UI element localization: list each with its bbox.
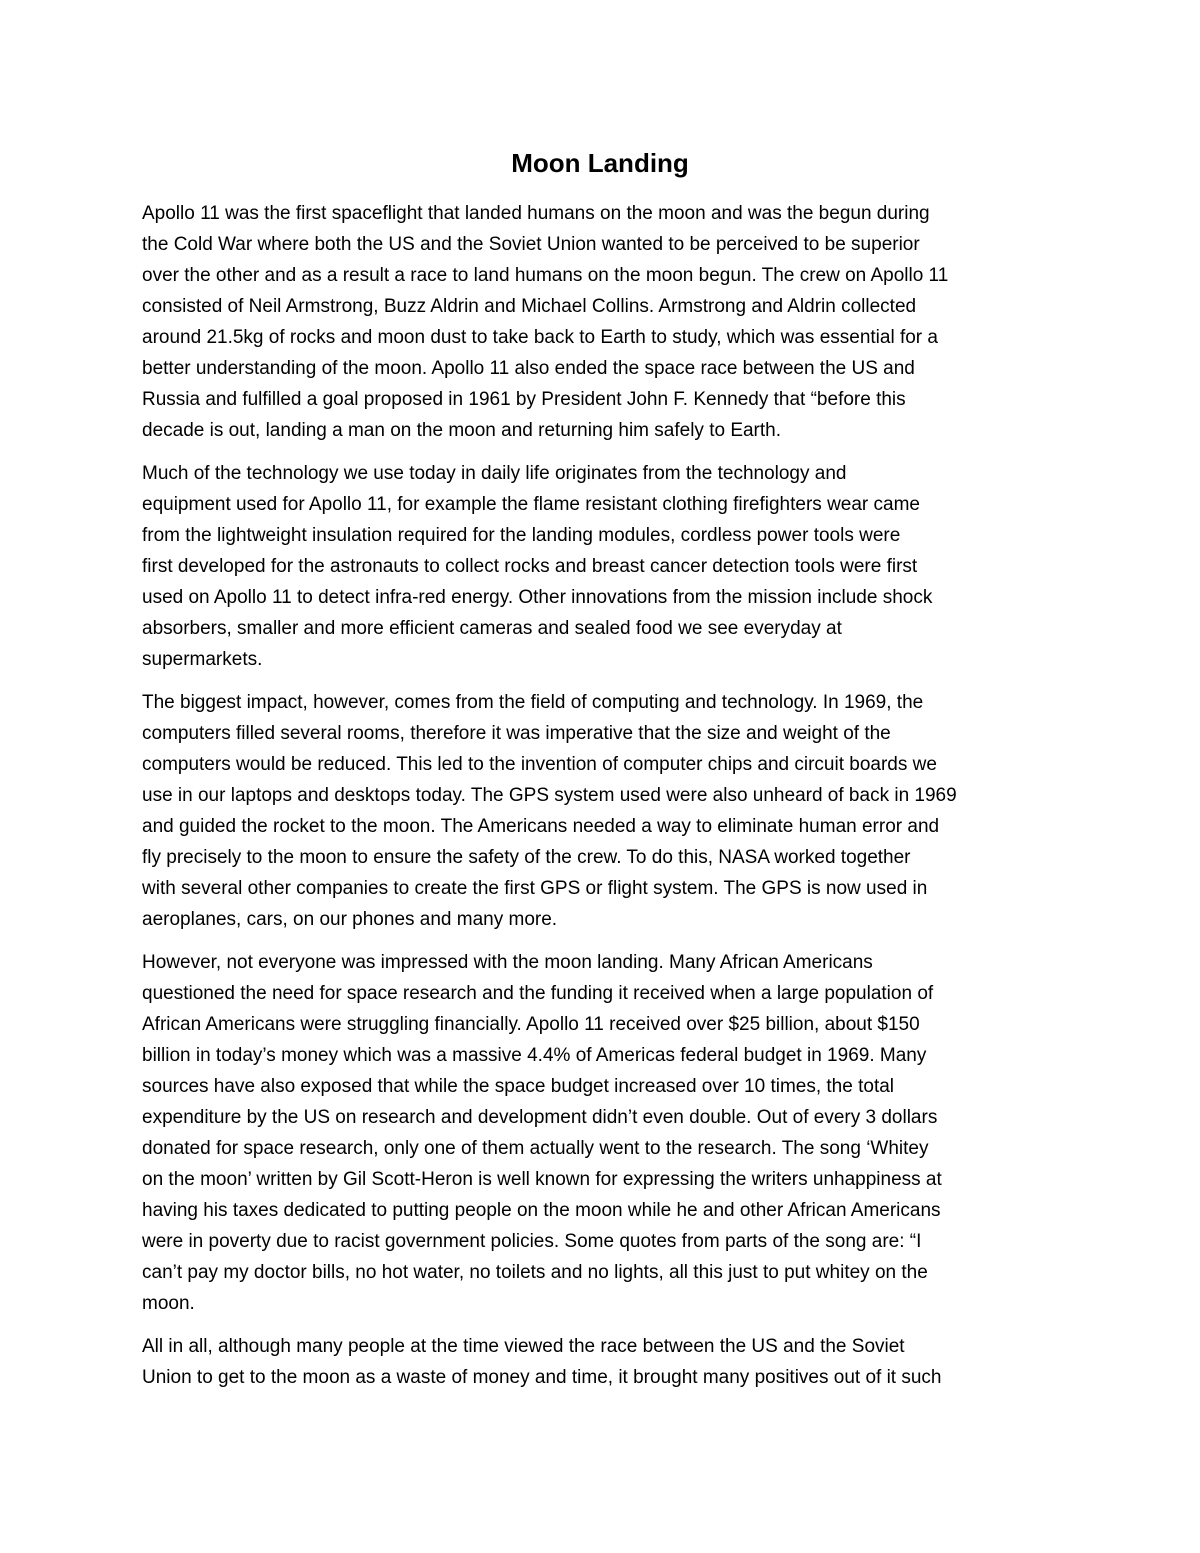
paragraph-gap: [142, 1319, 1060, 1331]
text-line: Apollo 11 was the first spaceflight that landed humans on the moon and was the begun during: [142, 203, 930, 224]
text-line: questioned the need for space research and the funding it received when a large population of: [142, 983, 934, 1004]
paragraph: [142, 458, 1060, 675]
text-line: absorbers, smaller and more efficient cameras and sealed food we see everyday at: [142, 618, 842, 639]
text-line: having his taxes dedicated to putting people on the moon while he and other African Americans: [142, 1200, 941, 1221]
text-line: use in our laptops and desktops today. The GPS system used were also unheard of back in 1969: [142, 785, 957, 806]
paragraph: [142, 947, 1060, 1319]
text-line: better understanding of the moon. Apollo 11 also ended the space race between the US and: [142, 358, 915, 379]
document-body: [142, 198, 1060, 1393]
text-line: and guided the rocket to the moon. The Americans needed a way to eliminate human error and: [142, 816, 940, 837]
text-line: the Cold War where both the US and the Soviet Union wanted to be perceived to be superior: [142, 234, 920, 255]
text-line: Russia and fulfilled a goal proposed in 1961 by President John F. Kennedy that “before this: [142, 389, 906, 410]
text-line: All in all, although many people at the time viewed the race between the US and the Soviet: [142, 1336, 905, 1357]
text-line: consisted of Neil Armstrong, Buzz Aldrin and Michael Collins. Armstrong and Aldrin collected: [142, 296, 917, 317]
text-line: were in poverty due to racist government policies. Some quotes from parts of the song are: “I: [142, 1231, 922, 1252]
text-line: billion in today’s money which was a massive 4.4% of Americas federal budget in 1969. Many: [142, 1045, 927, 1066]
text-line: African Americans were struggling financially. Apollo 11 received over $25 billion, about $150: [142, 1014, 920, 1035]
text-line: moon.: [142, 1293, 195, 1314]
text-line: expenditure by the US on research and development didn’t even double. Out of every 3 dollars: [142, 1107, 938, 1128]
text-line: computers would be reduced. This led to the invention of computer chips and circuit boards we: [142, 754, 937, 775]
text-line: with several other companies to create the first GPS or flight system. The GPS is now used in: [142, 878, 928, 899]
text-line: donated for space research, only one of them actually went to the research. The song ‘Whitey: [142, 1138, 929, 1159]
paragraph-gap: [142, 675, 1060, 687]
text-line: decade is out, landing a man on the moon and returning him safely to Earth.: [142, 420, 782, 441]
text-line: used on Apollo 11 to detect infra-red energy. Other innovations from the mission include shock: [142, 587, 933, 608]
text-line: can’t pay my doctor bills, no hot water, no toilets and no lights, all this just to put whitey on the: [142, 1262, 928, 1283]
text-line: computers filled several rooms, therefore it was imperative that the size and weight of the: [142, 723, 891, 744]
text-line: supermarkets.: [142, 649, 263, 670]
text-line: However, not everyone was impressed with the moon landing. Many African Americans: [142, 952, 873, 973]
paragraph-gap: [142, 446, 1060, 458]
paragraph: [142, 687, 1060, 935]
text-line: Much of the technology we use today in daily life originates from the technology and: [142, 463, 847, 484]
paragraph: [142, 1331, 1060, 1393]
text-line: Union to get to the moon as a waste of money and time, it brought many positives out of it such: [142, 1367, 942, 1388]
text-line: over the other and as a result a race to land humans on the moon begun. The crew on Apollo 11: [142, 265, 949, 286]
paragraph-gap: [142, 935, 1060, 947]
text-line: The biggest impact, however, comes from the field of computing and technology. In 1969, the: [142, 692, 924, 713]
text-line: around 21.5kg of rocks and moon dust to take back to Earth to study, which was essential for a: [142, 327, 938, 348]
text-line: from the lightweight insulation required for the landing modules, cordless power tools were: [142, 525, 901, 546]
text-line: equipment used for Apollo 11, for example the flame resistant clothing firefighters wear came: [142, 494, 920, 515]
document-title: Moon Landing: [511, 148, 689, 178]
paragraph: [142, 198, 1060, 446]
text-line: first developed for the astronauts to collect rocks and breast cancer detection tools were first: [142, 556, 918, 577]
text-line: fly precisely to the moon to ensure the safety of the crew. To do this, NASA worked together: [142, 847, 911, 868]
text-line: aeroplanes, cars, on our phones and many more.: [142, 909, 558, 930]
text-line: sources have also exposed that while the space budget increased over 10 times, the total: [142, 1076, 895, 1097]
text-line: on the moon’ written by Gil Scott-Heron is well known for expressing the writers unhappiness at: [142, 1169, 942, 1190]
